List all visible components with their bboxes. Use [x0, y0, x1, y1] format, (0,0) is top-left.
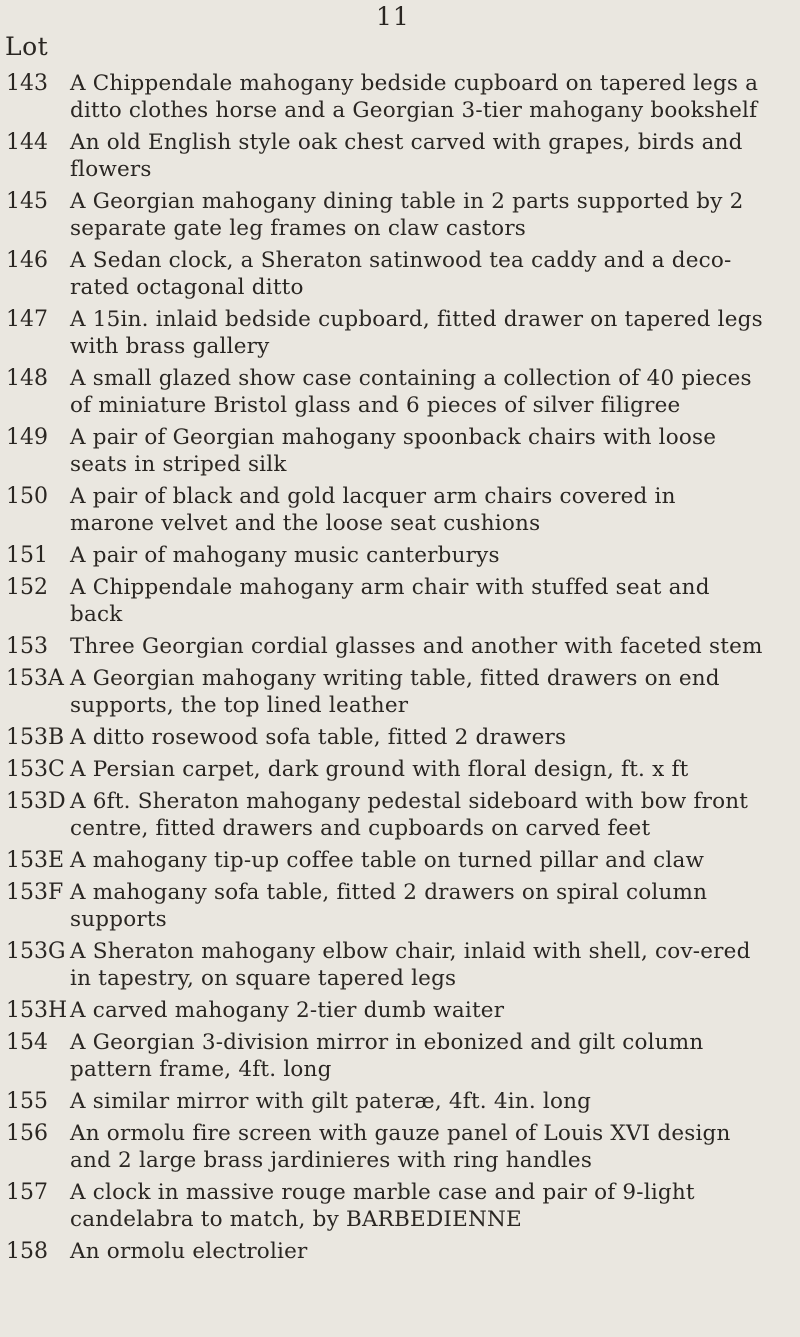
- lot-number: 153D: [6, 789, 66, 814]
- lot-number: 155: [6, 1089, 48, 1114]
- lot-description: A Georgian mahogany dining table in 2 parts supported by 2 separate gate leg frames on claw castors: [70, 189, 744, 241]
- lot-column-heading: Lot: [5, 32, 49, 61]
- lot-description: A small glazed show case containing a collection of 40 pieces of miniature Bristol glass and 6 pieces of silver filigree: [70, 366, 752, 418]
- lot-entry: [0, 1029, 800, 1083]
- lot-description: A mahogany tip-up coffee table on turned pillar and claw: [70, 848, 705, 873]
- lot-number: 150: [6, 484, 48, 509]
- lot-entry: [0, 424, 800, 478]
- lot-number: 151: [6, 543, 48, 568]
- lot-entry: [0, 847, 800, 874]
- lot-number: 153B: [6, 725, 65, 750]
- lot-entry: [0, 788, 800, 842]
- lot-description: An ormolu electrolier: [70, 1239, 308, 1264]
- lot-entry: [0, 756, 800, 783]
- lot-number: 145: [6, 189, 48, 214]
- lot-list: [0, 70, 800, 1270]
- lot-number: 153: [6, 634, 48, 659]
- lot-entry: [0, 724, 800, 751]
- page-number: 11: [376, 2, 410, 31]
- lot-number: 158: [6, 1239, 48, 1264]
- lot-entry: [0, 1179, 800, 1233]
- lot-description: A Chippendale mahogany arm chair with stuffed seat and back: [70, 575, 710, 627]
- lot-entry: [0, 879, 800, 933]
- lot-description: A pair of black and gold lacquer arm chairs covered in marone velvet and the loose seat cushions: [70, 484, 676, 536]
- lot-description: A Georgian 3-division mirror in ebonized and gilt column pattern frame, 4ft. long: [70, 1030, 704, 1082]
- lot-number: 153G: [6, 939, 66, 964]
- lot-description: A ditto rosewood sofa table, fitted 2 drawers: [70, 725, 567, 750]
- lot-description: A Sedan clock, a Sheraton satinwood tea caddy and a deco-rated octagonal ditto: [70, 248, 732, 300]
- lot-description: A similar mirror with gilt pateræ, 4ft. 4in. long: [70, 1089, 592, 1114]
- lot-number: 146: [6, 248, 48, 273]
- lot-description: An ormolu fire screen with gauze panel of Louis XVI design and 2 large brass jardinieres with ring handles: [70, 1121, 731, 1173]
- lot-description: A 15in. inlaid bedside cupboard, fitted drawer on tapered legs with brass gallery: [70, 307, 763, 359]
- lot-entry: [0, 633, 800, 660]
- lot-number: 149: [6, 425, 48, 450]
- lot-entry: [0, 938, 800, 992]
- lot-number: 153A: [6, 666, 64, 691]
- lot-description: A Persian carpet, dark ground with floral design, ft. x ft: [70, 757, 689, 782]
- lot-entry: [0, 129, 800, 183]
- lot-number: 153C: [6, 757, 65, 782]
- lot-number: 156: [6, 1121, 48, 1146]
- lot-description: A Georgian mahogany writing table, fitted drawers on end supports, the top lined leather: [70, 666, 720, 718]
- lot-entry: [0, 365, 800, 419]
- lot-entry: [0, 247, 800, 301]
- lot-description: Three Georgian cordial glasses and another with faceted stem: [70, 634, 763, 659]
- lot-description: A pair of Georgian mahogany spoonback chairs with loose seats in striped silk: [70, 425, 717, 477]
- lot-description: A Sheraton mahogany elbow chair, inlaid with shell, cov-ered in tapestry, on square tapered legs: [70, 939, 751, 991]
- lot-number: 153E: [6, 848, 65, 873]
- lot-number: 147: [6, 307, 48, 332]
- lot-number: 152: [6, 575, 48, 600]
- lot-number: 154: [6, 1030, 48, 1055]
- lot-number: 153H: [6, 998, 68, 1023]
- lot-entry: [0, 542, 800, 569]
- lot-description: A carved mahogany 2-tier dumb waiter: [70, 998, 505, 1023]
- lot-description: A 6ft. Sheraton mahogany pedestal sideboard with bow front centre, fitted drawers and cupboards on carved feet: [70, 789, 749, 841]
- lot-description: A Chippendale mahogany bedside cupboard on tapered legs a ditto clothes horse and a Georgian 3-tier mahogany bookshelf: [70, 71, 759, 123]
- lot-number: 157: [6, 1180, 48, 1205]
- lot-description: A pair of mahogany music canterburys: [70, 543, 500, 568]
- lot-entry: [0, 306, 800, 360]
- lot-description: An old English style oak chest carved with grapes, birds and flowers: [70, 130, 743, 182]
- lot-entry: [0, 1238, 800, 1265]
- lot-number: 143: [6, 71, 48, 96]
- lot-number: 144: [6, 130, 48, 155]
- lot-entry: [0, 1120, 800, 1174]
- lot-entry: [0, 70, 800, 124]
- lot-description: A mahogany sofa table, fitted 2 drawers on spiral column supports: [70, 880, 708, 932]
- lot-entry: [0, 1088, 800, 1115]
- lot-entry: [0, 997, 800, 1024]
- lot-entry: [0, 574, 800, 628]
- lot-number: 153F: [6, 880, 64, 905]
- lot-entry: [0, 188, 800, 242]
- lot-number: 148: [6, 366, 48, 391]
- lot-description: A clock in massive rouge marble case and pair of 9-light candelabra to match, by BARBEDIENNE: [70, 1180, 695, 1232]
- lot-entry: [0, 665, 800, 719]
- lot-entry: [0, 483, 800, 537]
